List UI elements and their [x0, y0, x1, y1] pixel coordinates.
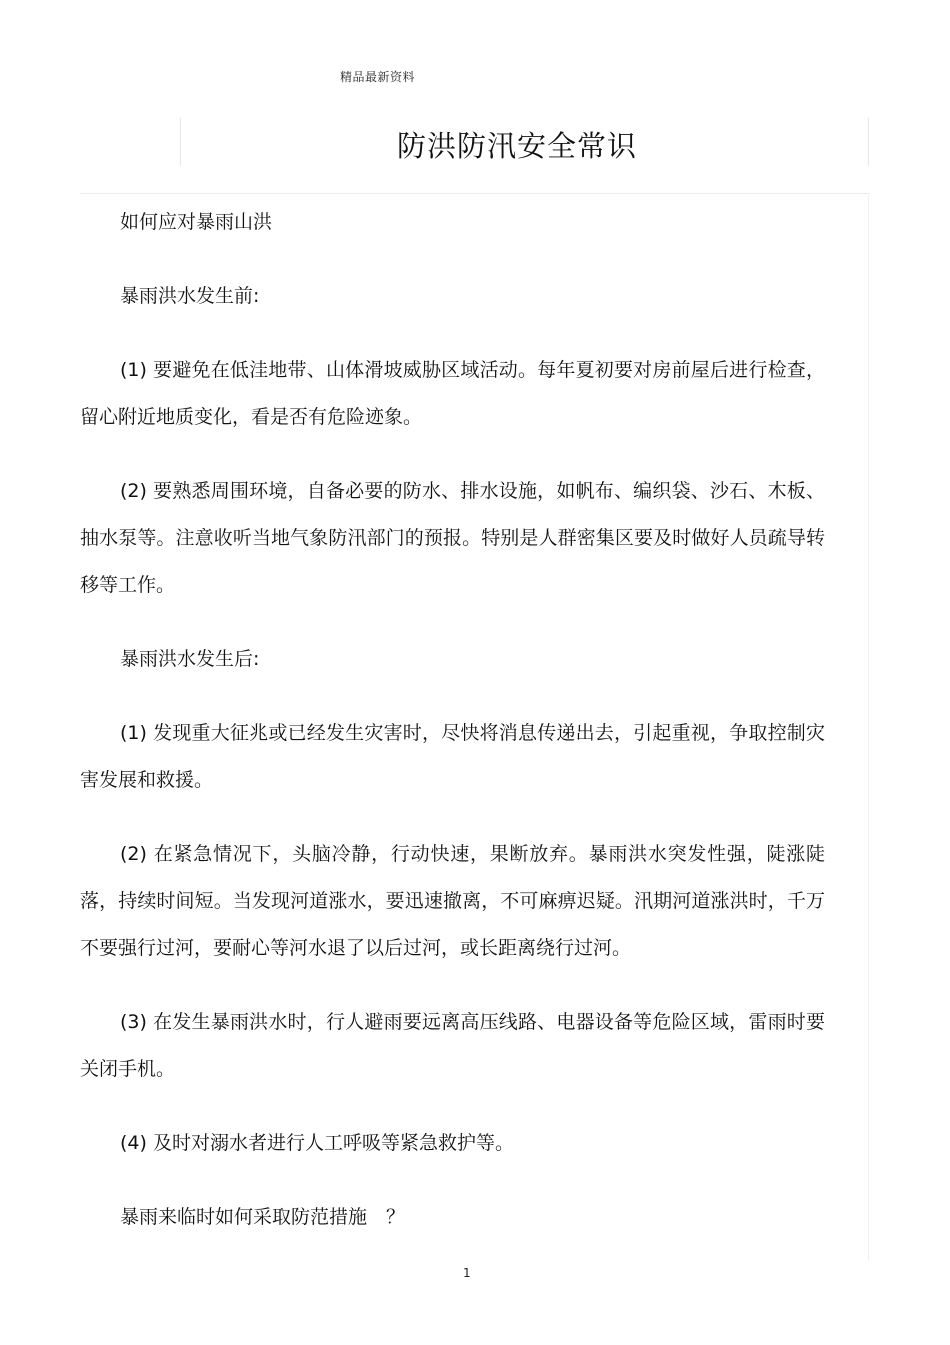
vertical-rule	[868, 195, 869, 1260]
section-heading: 暴雨来临时如何采取防范措施 ？	[120, 1206, 406, 1228]
page-number: 1	[463, 1266, 471, 1280]
paragraph: (4) 及时对溺水者进行人工呼吸等紧急救护等。	[120, 1132, 514, 1154]
paragraph: (1) 要避免在低洼地带、山体滑坡威胁区域活动。每年夏初要对房前屋后进行检查，留心附近地质变化，看是否有危险迹象。	[80, 359, 825, 428]
paragraph: (3) 在发生暴雨洪水时，行人避雨要远离高压线路、电器设备等危险区域，雷雨时要关闭手机。	[80, 1011, 825, 1080]
header-note: 精品最新资料	[340, 70, 416, 84]
section-heading: 如何应对暴雨山洪	[120, 211, 273, 233]
document-title: 防洪防汛安全常识	[396, 129, 637, 163]
subsection-heading: 暴雨洪水发生后:	[120, 648, 260, 670]
paragraph: (2) 要熟悉周围环境，自备必要的防水、排水设施，如帆布、编织袋、沙石、木板、抽水泵等。注意收听当地气象防汛部门的预报。特别是人群密集区要及时做好人员疏导转移等工作。	[80, 480, 825, 596]
document-body	[80, 199, 825, 1268]
subsection-heading: 暴雨洪水发生前:	[120, 285, 260, 307]
horizontal-rule	[80, 193, 870, 194]
paragraph: (2) 在紧急情况下，头脑冷静，行动快速，果断放弃。暴雨洪水突发性强，陡涨陡落，持续时间短。当发现河道涨水，要迅速撤离，不可麻痹迟疑。汛期河道涨洪时，千万不要强行过河，要耐心等河水退了以后过河，或长距离绕行过河。	[80, 843, 825, 959]
paragraph: (1) 发现重大征兆或已经发生灾害时，尽快将消息传递出去，引起重视，争取控制灾害发展和救援。	[80, 722, 825, 791]
